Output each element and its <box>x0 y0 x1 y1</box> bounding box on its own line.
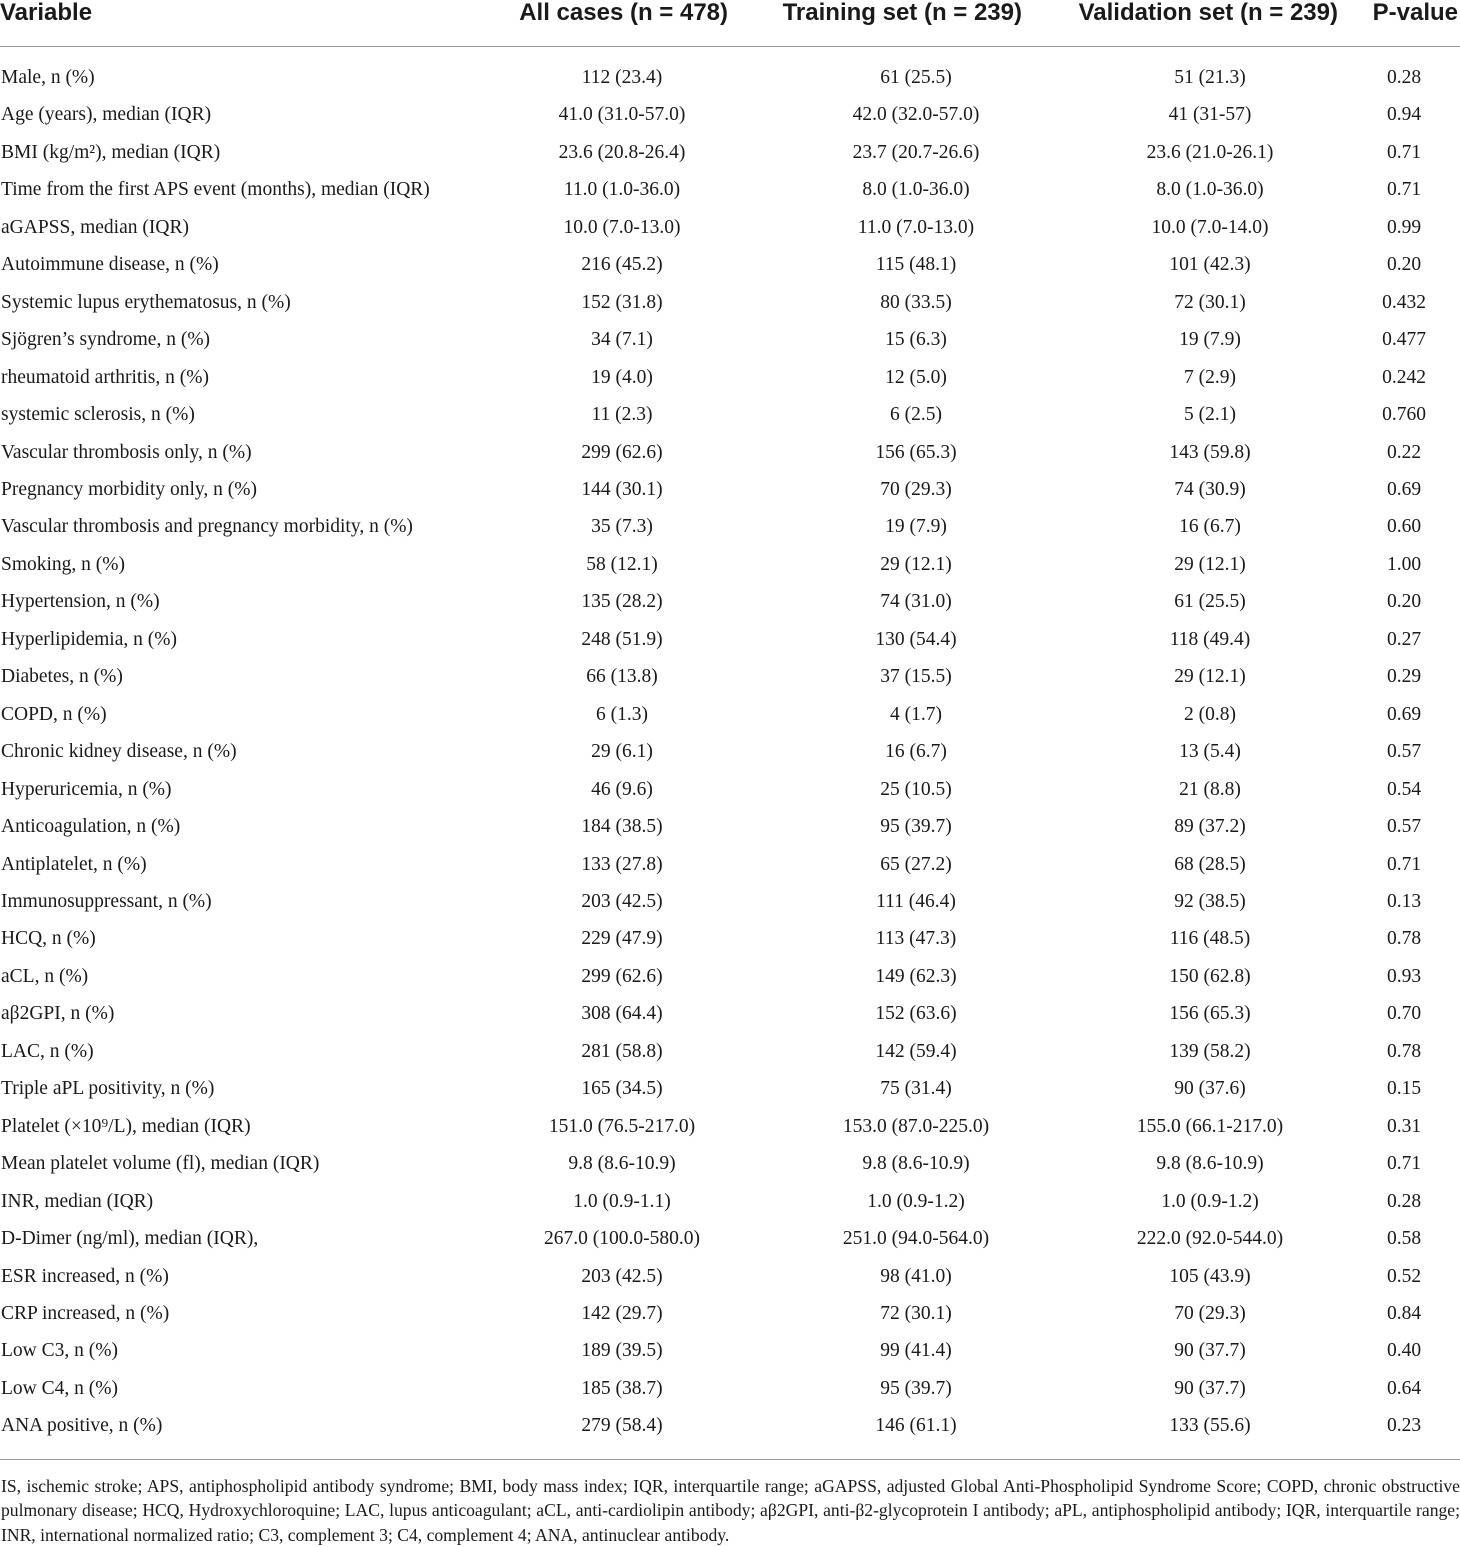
table-row <box>0 846 1460 883</box>
table-row <box>0 995 1460 1032</box>
cell-all-cases: 144 (30.1) <box>581 478 663 500</box>
table-row <box>0 1295 1460 1332</box>
table-footnote: IS, ischemic stroke; APS, antiphospholipid antibody syndrome; BMI, body mass index; IQR, interquartile range; aGAPSS, adjusted Global Anti-Phospholipid Syndrome Score; COPD, chronic obstructive pulmonary disease; HCQ, Hydroxychloroquine; LAC, lupus anticoagulant; aCL, anti-cardiolipin antibody; aβ2GPI, anti-β2-glycoprotein I antibody; aPL, antiphospholipid antibody; IQR, interquartile range; INR, international normalized ratio; C3, complement 3; C4, complement 4; ANA, antinuclear antibody. <box>0 1459 1460 1547</box>
table-row <box>0 471 1460 508</box>
cell-p-value: 0.69 <box>1386 703 1422 725</box>
cell-all-cases: 58 (12.1) <box>586 553 658 575</box>
table-row <box>0 771 1460 808</box>
cell-variable: Smoking, n (%) <box>1 553 126 575</box>
cell-all-cases: 41.0 (31.0-57.0) <box>558 104 686 126</box>
cell-all-cases: 11.0 (1.0-36.0) <box>563 179 681 201</box>
cell-all-cases: 185 (38.7) <box>581 1377 663 1399</box>
cell-variable: Diabetes, n (%) <box>1 666 123 688</box>
cell-all-cases: 152 (31.8) <box>581 291 663 313</box>
cell-variable: Sjögren’s syndrome, n (%) <box>1 329 211 351</box>
table-row <box>0 621 1460 658</box>
cell-variable: aGAPSS, median (IQR) <box>1 216 189 238</box>
cell-training-set: 23.7 (20.7-26.6) <box>852 141 980 163</box>
cell-p-value: 0.23 <box>1386 1415 1422 1437</box>
cell-all-cases: 248 (51.9) <box>581 628 663 650</box>
cell-training-set: 4 (1.7) <box>890 703 942 725</box>
cell-validation-set: 8.0 (1.0-36.0) <box>1156 179 1264 201</box>
table-row <box>0 808 1460 845</box>
cell-p-value: 0.760 <box>1382 404 1426 426</box>
cell-training-set: 251.0 (94.0-564.0) <box>842 1228 990 1250</box>
cell-p-value: 0.15 <box>1386 1078 1422 1100</box>
cell-all-cases: 267.0 (100.0-580.0) <box>544 1228 700 1250</box>
cell-variable: LAC, n (%) <box>1 1040 94 1062</box>
table-row <box>0 96 1460 133</box>
cell-variable: Chronic kidney disease, n (%) <box>1 741 237 763</box>
cell-validation-set: 155.0 (66.1-217.0) <box>1136 1115 1284 1137</box>
cell-training-set: 65 (27.2) <box>880 853 952 875</box>
table-row <box>0 321 1460 358</box>
cell-all-cases: 299 (62.6) <box>581 441 663 463</box>
cell-all-cases: 29 (6.1) <box>591 741 653 763</box>
cell-training-set: 99 (41.4) <box>880 1340 952 1362</box>
cell-training-set: 61 (25.5) <box>880 67 952 88</box>
cell-validation-set: 90 (37.7) <box>1174 1340 1246 1362</box>
cell-all-cases: 203 (42.5) <box>581 890 663 912</box>
cell-training-set: 152 (63.6) <box>875 1003 957 1025</box>
cell-all-cases: 151.0 (76.5-217.0) <box>548 1115 696 1137</box>
cell-variable: INR, median (IQR) <box>1 1190 154 1212</box>
cell-variable: Systemic lupus erythematosus, n (%) <box>1 291 291 313</box>
cell-variable: Pregnancy morbidity only, n (%) <box>1 478 257 500</box>
cell-p-value: 0.58 <box>1386 1228 1422 1250</box>
table-row <box>0 359 1460 396</box>
cell-training-set: 74 (31.0) <box>880 591 952 613</box>
cell-training-set: 156 (65.3) <box>875 441 957 463</box>
cell-validation-set: 13 (5.4) <box>1179 741 1241 763</box>
cell-training-set: 98 (41.0) <box>880 1265 952 1287</box>
cell-training-set: 8.0 (1.0-36.0) <box>862 179 970 201</box>
cell-validation-set: 29 (12.1) <box>1174 666 1246 688</box>
cell-validation-set: 41 (31-57) <box>1168 104 1252 126</box>
cell-validation-set: 5 (2.1) <box>1184 404 1236 426</box>
table-row <box>0 658 1460 695</box>
cell-variable: Vascular thrombosis and pregnancy morbidity, n (%) <box>1 516 413 538</box>
cell-validation-set: 21 (8.8) <box>1179 778 1241 800</box>
cell-validation-set: 72 (30.1) <box>1174 291 1246 313</box>
table-row <box>0 958 1460 995</box>
table-row <box>0 1183 1460 1220</box>
cell-p-value: 0.20 <box>1386 254 1422 276</box>
cell-p-value: 0.70 <box>1386 1003 1422 1025</box>
cell-training-set: 142 (59.4) <box>875 1040 957 1062</box>
cell-training-set: 111 (46.4) <box>876 890 956 912</box>
cell-validation-set: 2 (0.8) <box>1184 703 1236 725</box>
table-row <box>0 1220 1460 1257</box>
cell-all-cases: 11 (2.3) <box>591 404 653 426</box>
header-all-cases: All cases (n = 478) <box>510 0 734 47</box>
cell-training-set: 29 (12.1) <box>880 553 952 575</box>
cell-p-value: 1.00 <box>1386 553 1422 575</box>
table-row <box>0 134 1460 171</box>
cell-variable: aCL, n (%) <box>1 965 89 987</box>
cell-p-value: 0.432 <box>1382 291 1426 313</box>
cell-p-value: 0.28 <box>1386 1190 1422 1212</box>
cell-p-value: 0.69 <box>1386 478 1422 500</box>
cell-all-cases: 112 (23.4) <box>581 67 663 88</box>
cell-p-value: 0.28 <box>1386 67 1422 88</box>
cell-p-value: 0.64 <box>1386 1377 1422 1399</box>
cell-training-set: 42.0 (32.0-57.0) <box>852 104 980 126</box>
cell-validation-set: 118 (49.4) <box>1169 628 1251 650</box>
header-variable: Variable <box>0 0 510 47</box>
cell-training-set: 72 (30.1) <box>880 1302 952 1324</box>
cell-variable: Anticoagulation, n (%) <box>1 816 181 838</box>
cell-variable: COPD, n (%) <box>1 703 107 725</box>
cell-validation-set: 74 (30.9) <box>1174 478 1246 500</box>
cell-p-value: 0.52 <box>1386 1265 1422 1287</box>
cell-training-set: 12 (5.0) <box>885 366 947 388</box>
cell-variable: Triple aPL positivity, n (%) <box>1 1078 215 1100</box>
cell-p-value: 0.71 <box>1386 853 1422 875</box>
cell-variable: Platelet (×10⁹/L), median (IQR) <box>1 1115 251 1137</box>
cell-p-value: 0.20 <box>1386 591 1422 613</box>
cell-variable: Hyperuricemia, n (%) <box>1 778 172 800</box>
table-row <box>0 209 1460 246</box>
cell-p-value: 0.78 <box>1386 1040 1422 1062</box>
table-row <box>0 284 1460 321</box>
cell-validation-set: 156 (65.3) <box>1169 1003 1251 1025</box>
cell-p-value: 0.71 <box>1386 179 1422 201</box>
cell-all-cases: 216 (45.2) <box>581 254 663 276</box>
table-row <box>0 546 1460 583</box>
table-body <box>0 47 1460 1459</box>
cell-variable: Antiplatelet, n (%) <box>1 853 147 875</box>
cell-all-cases: 135 (28.2) <box>581 591 663 613</box>
cell-all-cases: 142 (29.7) <box>581 1302 663 1324</box>
cell-training-set: 1.0 (0.9-1.2) <box>867 1190 965 1212</box>
table-row <box>0 171 1460 208</box>
cell-validation-set: 51 (21.3) <box>1174 67 1246 88</box>
cell-p-value: 0.27 <box>1386 628 1422 650</box>
cell-all-cases: 6 (1.3) <box>596 703 648 725</box>
cell-all-cases: 23.6 (20.8-26.4) <box>558 141 686 163</box>
cell-p-value: 0.84 <box>1386 1302 1422 1324</box>
cell-p-value: 0.31 <box>1386 1115 1422 1137</box>
cell-variable: Vascular thrombosis only, n (%) <box>1 441 252 463</box>
cell-all-cases: 189 (39.5) <box>581 1340 663 1362</box>
table-row <box>0 1070 1460 1107</box>
cell-validation-set: 1.0 (0.9-1.2) <box>1161 1190 1259 1212</box>
cell-variable: D-Dimer (ng/ml), median (IQR), <box>1 1228 259 1250</box>
cell-p-value: 0.29 <box>1386 666 1422 688</box>
cell-p-value: 0.54 <box>1386 778 1422 800</box>
cell-validation-set: 68 (28.5) <box>1174 853 1246 875</box>
cell-p-value: 0.57 <box>1386 816 1422 838</box>
cell-variable: HCQ, n (%) <box>1 928 96 950</box>
cell-p-value: 0.57 <box>1386 741 1422 763</box>
cell-training-set: 95 (39.7) <box>880 1377 952 1399</box>
cell-all-cases: 184 (38.5) <box>581 816 663 838</box>
cell-p-value: 0.477 <box>1382 329 1426 351</box>
cell-validation-set: 133 (55.6) <box>1169 1415 1251 1437</box>
cell-validation-set: 16 (6.7) <box>1179 516 1241 538</box>
table-row <box>0 1370 1460 1407</box>
cell-variable: systemic sclerosis, n (%) <box>1 404 195 426</box>
cell-all-cases: 10.0 (7.0-13.0) <box>563 216 681 238</box>
cell-all-cases: 279 (58.4) <box>581 1415 663 1437</box>
table-row <box>0 920 1460 957</box>
table-row <box>0 47 1460 97</box>
table-row <box>0 1407 1460 1458</box>
cell-training-set: 80 (33.5) <box>880 291 952 313</box>
table-row <box>0 1145 1460 1182</box>
cell-validation-set: 90 (37.7) <box>1174 1377 1246 1399</box>
table-row <box>0 1332 1460 1369</box>
table-row <box>0 508 1460 545</box>
cell-validation-set: 29 (12.1) <box>1174 553 1246 575</box>
cell-training-set: 16 (6.7) <box>885 741 947 763</box>
cell-variable: ANA positive, n (%) <box>1 1415 163 1437</box>
table-header <box>0 0 1460 47</box>
cell-validation-set: 105 (43.9) <box>1169 1265 1251 1287</box>
cell-training-set: 6 (2.5) <box>890 404 942 426</box>
cell-p-value: 0.40 <box>1386 1340 1422 1362</box>
cell-all-cases: 9.8 (8.6-10.9) <box>568 1153 676 1175</box>
cell-all-cases: 35 (7.3) <box>591 516 653 538</box>
table-row <box>0 696 1460 733</box>
cell-training-set: 130 (54.4) <box>875 628 957 650</box>
cell-validation-set: 116 (48.5) <box>1169 928 1251 950</box>
cell-training-set: 75 (31.4) <box>880 1078 952 1100</box>
cell-training-set: 37 (15.5) <box>880 666 952 688</box>
cell-all-cases: 19 (4.0) <box>591 366 653 388</box>
cell-all-cases: 203 (42.5) <box>581 1265 663 1287</box>
cell-training-set: 115 (48.1) <box>875 254 957 276</box>
cell-validation-set: 7 (2.9) <box>1184 366 1236 388</box>
cell-training-set: 19 (7.9) <box>885 516 947 538</box>
cell-validation-set: 89 (37.2) <box>1174 816 1246 838</box>
cell-p-value: 0.78 <box>1386 928 1422 950</box>
cell-variable: Mean platelet volume (fl), median (IQR) <box>1 1153 320 1175</box>
cell-all-cases: 299 (62.6) <box>581 965 663 987</box>
table-row <box>0 246 1460 283</box>
cell-variable: Time from the first APS event (months), median (IQR) <box>1 179 430 201</box>
cell-training-set: 113 (47.3) <box>875 928 957 950</box>
cell-validation-set: 10.0 (7.0-14.0) <box>1151 216 1269 238</box>
cell-variable: Male, n (%) <box>1 67 95 88</box>
cell-validation-set: 101 (42.3) <box>1169 254 1251 276</box>
cell-training-set: 95 (39.7) <box>880 816 952 838</box>
table-row <box>0 396 1460 433</box>
cell-validation-set: 143 (59.8) <box>1169 441 1251 463</box>
cell-variable: Age (years), median (IQR) <box>1 104 212 126</box>
table-row <box>0 583 1460 620</box>
cell-validation-set: 9.8 (8.6-10.9) <box>1156 1153 1264 1175</box>
cell-variable: Hypertension, n (%) <box>1 591 160 613</box>
header-validation-set: Validation set (n = 239) <box>1028 0 1346 47</box>
table-row <box>0 883 1460 920</box>
cell-variable: Low C4, n (%) <box>1 1377 118 1399</box>
cell-p-value: 0.60 <box>1386 516 1422 538</box>
cell-validation-set: 61 (25.5) <box>1174 591 1246 613</box>
cell-variable: BMI (kg/m²), median (IQR) <box>1 141 221 163</box>
table-row <box>0 1108 1460 1145</box>
table-row <box>0 1258 1460 1295</box>
cell-all-cases: 281 (58.8) <box>581 1040 663 1062</box>
cell-variable: Hyperlipidemia, n (%) <box>1 628 177 650</box>
cell-variable: Low C3, n (%) <box>1 1340 118 1362</box>
cell-validation-set: 139 (58.2) <box>1169 1040 1251 1062</box>
cell-p-value: 0.93 <box>1386 965 1422 987</box>
cell-all-cases: 133 (27.8) <box>581 853 663 875</box>
cell-training-set: 9.8 (8.6-10.9) <box>862 1153 970 1175</box>
cell-validation-set: 19 (7.9) <box>1179 329 1241 351</box>
cell-all-cases: 66 (13.8) <box>586 666 658 688</box>
cell-p-value: 0.94 <box>1386 104 1422 126</box>
cell-validation-set: 23.6 (21.0-26.1) <box>1146 141 1274 163</box>
cell-all-cases: 34 (7.1) <box>591 329 653 351</box>
cell-all-cases: 229 (47.9) <box>581 928 663 950</box>
header-training-set: Training set (n = 239) <box>734 0 1028 47</box>
table-row <box>0 434 1460 471</box>
cell-validation-set: 90 (37.6) <box>1174 1078 1246 1100</box>
cell-validation-set: 92 (38.5) <box>1174 890 1246 912</box>
cell-validation-set: 222.0 (92.0-544.0) <box>1136 1228 1284 1250</box>
cell-training-set: 25 (10.5) <box>880 778 952 800</box>
cell-p-value: 0.71 <box>1386 1153 1422 1175</box>
cell-p-value: 0.242 <box>1382 366 1426 388</box>
cell-p-value: 0.22 <box>1386 441 1422 463</box>
cell-validation-set: 150 (62.8) <box>1169 965 1251 987</box>
cell-variable: rheumatoid arthritis, n (%) <box>1 366 209 388</box>
cell-p-value: 0.71 <box>1386 141 1422 163</box>
cell-variable: ESR increased, n (%) <box>1 1265 169 1287</box>
cell-validation-set: 70 (29.3) <box>1174 1302 1246 1324</box>
cell-all-cases: 46 (9.6) <box>591 778 653 800</box>
cell-training-set: 153.0 (87.0-225.0) <box>842 1115 990 1137</box>
cell-training-set: 11.0 (7.0-13.0) <box>857 216 975 238</box>
cell-variable: Autoimmune disease, n (%) <box>1 254 219 276</box>
cell-training-set: 15 (6.3) <box>885 329 947 351</box>
table-row <box>0 733 1460 770</box>
cell-training-set: 70 (29.3) <box>880 478 952 500</box>
header-p-value: P-value <box>1346 0 1460 47</box>
table-row <box>0 1033 1460 1070</box>
cell-p-value: 0.99 <box>1386 216 1422 238</box>
cell-training-set: 146 (61.1) <box>875 1415 957 1437</box>
cell-p-value: 0.13 <box>1386 890 1422 912</box>
cell-all-cases: 308 (64.4) <box>581 1003 663 1025</box>
cell-all-cases: 165 (34.5) <box>581 1078 663 1100</box>
cell-variable: Immunosuppressant, n (%) <box>1 890 212 912</box>
cell-all-cases: 1.0 (0.9-1.1) <box>573 1190 671 1212</box>
cell-training-set: 149 (62.3) <box>875 965 957 987</box>
header-row <box>0 0 1460 47</box>
cell-variable: aβ2GPI, n (%) <box>1 1003 115 1025</box>
cell-variable: CRP increased, n (%) <box>1 1302 170 1324</box>
